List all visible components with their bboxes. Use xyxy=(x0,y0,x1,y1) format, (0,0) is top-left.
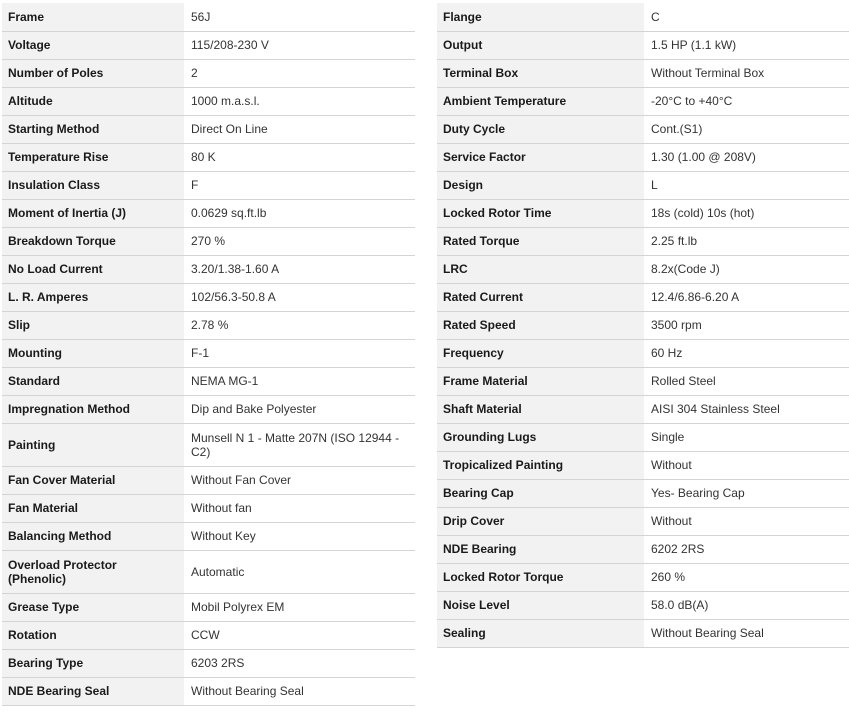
spec-row-standard xyxy=(2,367,415,395)
spec-label: Insulation Class xyxy=(2,171,184,199)
spec-value: 80 K xyxy=(184,143,415,171)
spec-row-rated-speed xyxy=(437,311,849,339)
spec-value: 60 Hz xyxy=(644,339,849,367)
left-spec-table xyxy=(2,3,415,706)
spec-value: 1.30 (1.00 @ 208V) xyxy=(644,143,849,171)
spec-value: 3500 rpm xyxy=(644,311,849,339)
spec-label: Grease Type xyxy=(2,593,184,621)
spec-value: Without Bearing Seal xyxy=(184,677,415,705)
spec-label: NDE Bearing Seal xyxy=(2,677,184,705)
spec-value: 6203 2RS xyxy=(184,649,415,677)
spec-value: Dip and Bake Polyester xyxy=(184,395,415,423)
spec-value: Direct On Line xyxy=(184,115,415,143)
spec-value: 56J xyxy=(184,3,415,31)
spec-row-frame xyxy=(2,3,415,31)
spec-row-duty-cycle xyxy=(437,115,849,143)
spec-label: Painting xyxy=(2,423,184,466)
spec-value: 8.2x(Code J) xyxy=(644,255,849,283)
spec-value: Yes- Bearing Cap xyxy=(644,479,849,507)
spec-value: 18s (cold) 10s (hot) xyxy=(644,199,849,227)
spec-value: 0.0629 sq.ft.lb xyxy=(184,199,415,227)
spec-label: Temperature Rise xyxy=(2,143,184,171)
spec-label: Noise Level xyxy=(437,591,644,619)
spec-row-rotation xyxy=(2,621,415,649)
spec-row-shaft-material xyxy=(437,395,849,423)
spec-value: 2 xyxy=(184,59,415,87)
spec-row-nde-bearing-seal xyxy=(2,677,415,705)
spec-label: Locked Rotor Torque xyxy=(437,563,644,591)
spec-label: No Load Current xyxy=(2,255,184,283)
spec-value: 102/56.3-50.8 A xyxy=(184,283,415,311)
spec-row-terminal-box xyxy=(437,59,849,87)
spec-label: Frequency xyxy=(437,339,644,367)
spec-value: Without xyxy=(644,507,849,535)
spec-label: Bearing Type xyxy=(2,649,184,677)
spec-label: Duty Cycle xyxy=(437,115,644,143)
spec-value: Mobil Polyrex EM xyxy=(184,593,415,621)
spec-row-rated-torque xyxy=(437,227,849,255)
spec-value: Automatic xyxy=(184,550,415,593)
spec-row-flange xyxy=(437,3,849,31)
spec-label: Ambient Temperature xyxy=(437,87,644,115)
spec-value: Single xyxy=(644,423,849,451)
spec-row-rated-current xyxy=(437,283,849,311)
spec-value: F-1 xyxy=(184,339,415,367)
spec-value xyxy=(184,423,415,466)
spec-row-fan-material xyxy=(2,494,415,522)
spec-label: Fan Cover Material xyxy=(2,466,184,494)
spec-row-output xyxy=(437,31,849,59)
spec-value: 270 % xyxy=(184,227,415,255)
spec-row-lrc xyxy=(437,255,849,283)
spec-label: Service Factor xyxy=(437,143,644,171)
spec-label: Rated Current xyxy=(437,283,644,311)
spec-row-moment-of-inertia xyxy=(2,199,415,227)
spec-label: Moment of Inertia (J) xyxy=(2,199,184,227)
spec-label: Slip xyxy=(2,311,184,339)
spec-label: Flange xyxy=(437,3,644,31)
spec-value: Rolled Steel xyxy=(644,367,849,395)
spec-value: 260 % xyxy=(644,563,849,591)
spec-value: AISI 304 Stainless Steel xyxy=(644,395,849,423)
spec-row-bearing-cap xyxy=(437,479,849,507)
spec-label: Voltage xyxy=(2,31,184,59)
spec-row-breakdown-torque xyxy=(2,227,415,255)
spec-label: Balancing Method xyxy=(2,522,184,550)
spec-value: Cont.(S1) xyxy=(644,115,849,143)
spec-label: LRC xyxy=(437,255,644,283)
spec-label: Design xyxy=(437,171,644,199)
spec-row-tropicalized-painting xyxy=(437,451,849,479)
spec-row-service-factor xyxy=(437,143,849,171)
spec-value: C xyxy=(644,3,849,31)
spec-label: Mounting xyxy=(2,339,184,367)
spec-value: 2.25 ft.lb xyxy=(644,227,849,255)
spec-row-altitude xyxy=(2,87,415,115)
spec-label: Frame xyxy=(2,3,184,31)
spec-row-bearing-type xyxy=(2,649,415,677)
spec-row-locked-rotor-torque xyxy=(437,563,849,591)
spec-row-noise-level xyxy=(437,591,849,619)
spec-label: Rated Torque xyxy=(437,227,644,255)
spec-row-painting xyxy=(2,423,415,466)
spec-label: Tropicalized Painting xyxy=(437,451,644,479)
spec-value: Without Terminal Box xyxy=(644,59,849,87)
spec-label: Terminal Box xyxy=(437,59,644,87)
spec-row-design xyxy=(437,171,849,199)
spec-row-frame-material xyxy=(437,367,849,395)
spec-row-voltage xyxy=(2,31,415,59)
spec-row-insulation-class xyxy=(2,171,415,199)
spec-row-number-of-poles xyxy=(2,59,415,87)
spec-value: L xyxy=(644,171,849,199)
spec-row-sealing xyxy=(437,619,849,647)
spec-value: Without fan xyxy=(184,494,415,522)
right-spec-table xyxy=(437,3,849,648)
spec-value: Without Key xyxy=(184,522,415,550)
spec-row-mounting xyxy=(2,339,415,367)
spec-value: 58.0 dB(A) xyxy=(644,591,849,619)
spec-row-starting-method xyxy=(2,115,415,143)
spec-value: -20°C to +40°C xyxy=(644,87,849,115)
spec-label: Locked Rotor Time xyxy=(437,199,644,227)
spec-value: F xyxy=(184,171,415,199)
spec-value: 3.20/1.38-1.60 A xyxy=(184,255,415,283)
spec-row-locked-rotor-time xyxy=(437,199,849,227)
spec-label: Sealing xyxy=(437,619,644,647)
spec-value: 2.78 % xyxy=(184,311,415,339)
spec-row-balancing-method xyxy=(2,522,415,550)
spec-row-grounding-lugs xyxy=(437,423,849,451)
spec-label: Breakdown Torque xyxy=(2,227,184,255)
spec-label: Number of Poles xyxy=(2,59,184,87)
spec-label: Output xyxy=(437,31,644,59)
spec-row-frequency xyxy=(437,339,849,367)
spec-label: Bearing Cap xyxy=(437,479,644,507)
spec-value: CCW xyxy=(184,621,415,649)
spec-value: 1.5 HP (1.1 kW) xyxy=(644,31,849,59)
spec-label: NDE Bearing xyxy=(437,535,644,563)
spec-value-text: Munsell N 1 - Matte 207N (ISO 12944 - C2) xyxy=(191,430,400,459)
spec-row-slip xyxy=(2,311,415,339)
spec-label: Starting Method xyxy=(2,115,184,143)
spec-label: Rated Speed xyxy=(437,311,644,339)
spec-label: Overload Protector (Phenolic) xyxy=(2,550,184,593)
spec-label: Altitude xyxy=(2,87,184,115)
spec-value: 115/208-230 V xyxy=(184,31,415,59)
spec-label: Impregnation Method xyxy=(2,395,184,423)
spec-value: 1000 m.a.s.l. xyxy=(184,87,415,115)
spec-value: Without Bearing Seal xyxy=(644,619,849,647)
spec-label: Frame Material xyxy=(437,367,644,395)
spec-label: Grounding Lugs xyxy=(437,423,644,451)
spec-value: 12.4/6.86-6.20 A xyxy=(644,283,849,311)
spec-label: Drip Cover xyxy=(437,507,644,535)
spec-row-no-load-current xyxy=(2,255,415,283)
spec-value: 6202 2RS xyxy=(644,535,849,563)
spec-label: Standard xyxy=(2,367,184,395)
spec-row-ambient-temperature xyxy=(437,87,849,115)
spec-row-lr-amperes xyxy=(2,283,415,311)
spec-label: L. R. Amperes xyxy=(2,283,184,311)
spec-row-temperature-rise xyxy=(2,143,415,171)
spec-row-nde-bearing xyxy=(437,535,849,563)
spec-label: Fan Material xyxy=(2,494,184,522)
spec-row-grease-type xyxy=(2,593,415,621)
spec-label: Shaft Material xyxy=(437,395,644,423)
spec-row-fan-cover-material xyxy=(2,466,415,494)
spec-row-overload-protector xyxy=(2,550,415,593)
spec-row-impregnation-method xyxy=(2,395,415,423)
spec-value: Without Fan Cover xyxy=(184,466,415,494)
spec-label: Rotation xyxy=(2,621,184,649)
spec-value: NEMA MG-1 xyxy=(184,367,415,395)
spec-value: Without xyxy=(644,451,849,479)
spec-row-drip-cover xyxy=(437,507,849,535)
